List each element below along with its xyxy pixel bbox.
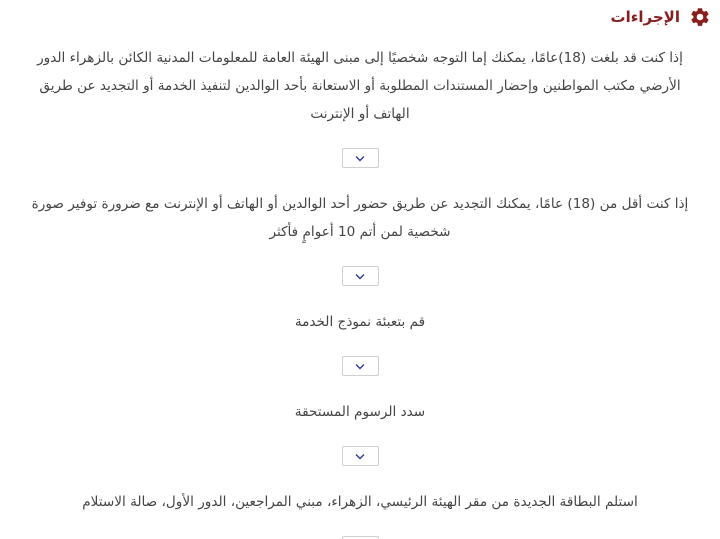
step-1-text: إذا كنت قد بلغت (18)عامًا، يمكنك إما التوجه شخصيًا إلى مبنى الهيئة العامة للمعلومات المدنية الكائن بالزهراء الدور الأرضي مكتب المواطنين وإحضار المستندات المطلوبة أو الاستعانة بأحد الوالدين لتنفيذ الخدمة أو التجديد عن طريق الهاتف أو الإنترنت (37, 50, 683, 122)
gear-icon (688, 5, 712, 29)
chevron-down-icon (355, 273, 365, 280)
chevron-down-icon (355, 363, 365, 370)
step-2-text: إذا كنت أقل من (18) عامًا، يمكنك التجديد عن طريق حضور أحد الوالدين أو الهاتف أو الإنترنت مع ضرورة توفير صورة شخصية لمن أتم 10 أعوامٍ فأكثر (31, 196, 689, 240)
step-3-arrow (0, 356, 720, 376)
step-1-arrow (0, 148, 720, 168)
chevron-down-icon (355, 155, 365, 162)
section-title: الإجراءات (610, 8, 680, 26)
steps-list (0, 44, 720, 539)
step-4-arrow (0, 446, 720, 466)
expand-toggle-1[interactable] (342, 148, 379, 168)
expand-toggle-2[interactable] (342, 266, 379, 286)
step-2-arrow (0, 266, 720, 286)
expand-toggle-4[interactable] (342, 446, 379, 466)
step-5-text: استلم البطاقة الجديدة من مقر الهيئة الرئيسي، الزهراء، مبني المراجعين، الدور الأول، صالة الاستلام (82, 494, 638, 510)
procedures-header (611, 4, 712, 30)
chevron-down-icon (355, 453, 365, 460)
step-3-text: قم بتعبئة نموذج الخدمة (294, 314, 426, 330)
expand-toggle-3[interactable] (342, 356, 379, 376)
step-4-text: سدد الرسوم المستحقة (294, 404, 426, 420)
